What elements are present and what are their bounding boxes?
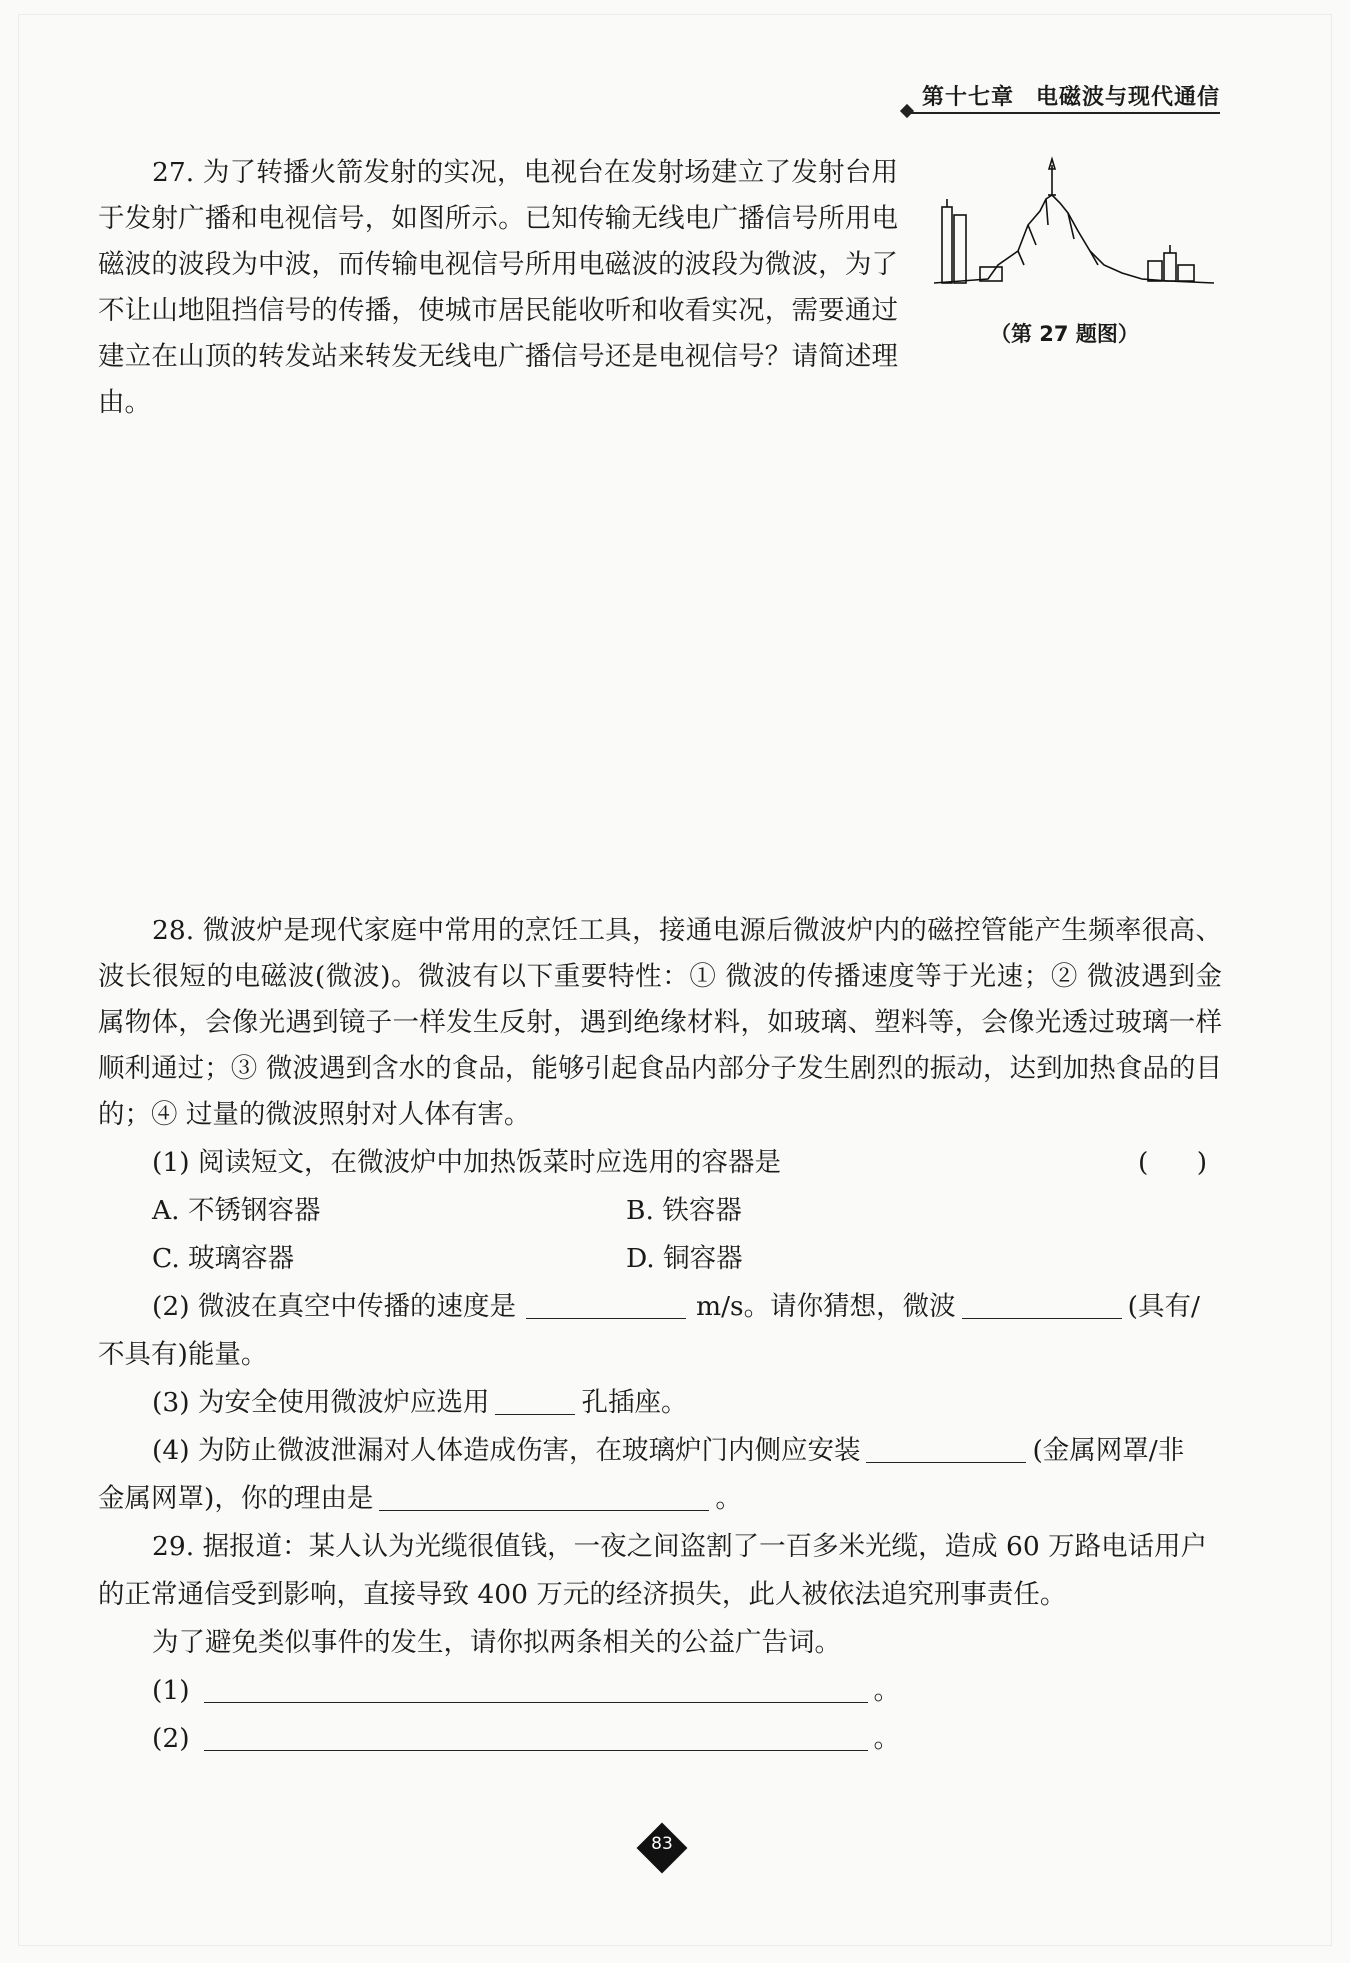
page-number-badge — [636, 1822, 688, 1874]
chapter-number: 第十七章 — [921, 84, 1014, 110]
q28-sub2-line — [152, 1284, 1200, 1330]
question-29-line2: 的正常通信受到影响，直接导致 400 万元的经济损失，此人被依法追究刑事责任。 — [98, 1579, 1067, 1610]
question-27-text: 27. 为了转播火箭发射的实况，电视台在发射场建立了发射台用于发射广播和电视信号，如图所示。已知传输无线电广播信号所用电磁波的波段为中波，而传输电视信号所用电磁波的波段为微波，为了不让山地阻挡信号的传播，使城市居民能收听和收看实况，需要通过建立在山顶的转发站来转发无线电广播信号还是电视信号？请简述理由。 — [98, 157, 898, 418]
question-27-figure — [928, 155, 1218, 285]
speed-blank[interactable] — [526, 1292, 686, 1319]
header-rule — [906, 112, 1220, 114]
q29-answer-2-label: (2) — [152, 1723, 190, 1754]
question-28-text: 28. 微波炉是现代家庭中常用的烹饪工具，接通电源后微波炉内的磁控管能产生频率很高、波长很短的电磁波(微波)。微波有以下重要特性：① 微波的传播速度等于光速；② 微波遇到金属物体，会像光遇到镜子一样发生反射，遇到绝缘材料，如玻璃、塑料等，会像光透过玻璃一样顺利通过；③ 微波遇到含水的食品，能够引起食品内部分子发生剧烈的振动，达到加热食品的目的；④ 过量的微波照射对人体有害。 — [98, 915, 1222, 1130]
header-diamond-icon — [900, 104, 914, 118]
question-29-line3: 为了避免类似事件的发生，请你拟两条相关的公益广告词。 — [152, 1627, 841, 1658]
question-29-line1: 29. 据报道：某人认为光缆很值钱，一夜之间盗割了一百多米光缆，造成 60 万路电话用户 — [152, 1531, 1208, 1562]
socket-blank[interactable] — [495, 1388, 575, 1415]
q28-sub4-reason-prefix: 金属网罩)，你的理由是 — [98, 1483, 374, 1514]
slogan-2-blank[interactable] — [204, 1724, 868, 1751]
q28-sub2-cont: 不具有)能量。 — [98, 1339, 268, 1370]
q29-answer-1-label: (1) — [152, 1675, 190, 1706]
option-d[interactable]: D. 铜容器 — [626, 1243, 743, 1274]
q29-answer-1-end: 。 — [873, 1675, 901, 1706]
q29-answer-1-line — [152, 1668, 900, 1714]
q28-sub2-prefix: (2) 微波在真空中传播的速度是 — [152, 1291, 516, 1322]
figure-caption: （第 27 题图） — [990, 322, 1139, 346]
option-a[interactable]: A. 不锈钢容器 — [152, 1195, 321, 1226]
q29-answer-2-line — [152, 1716, 900, 1762]
chapter-header — [922, 80, 1220, 111]
energy-blank[interactable] — [962, 1292, 1122, 1319]
q28-sub3-prefix: (3) 为安全使用微波炉应选用 — [152, 1387, 490, 1418]
q28-sub3-suffix: 孔插座。 — [581, 1387, 688, 1418]
q28-sub2-choice: (具有/ — [1127, 1291, 1200, 1322]
q28-sub2-mid: m/s。请你猜想，微波 — [695, 1291, 956, 1322]
q28-sub3-line — [152, 1380, 687, 1426]
q28-sub4-prefix: (4) 为防止微波泄漏对人体造成伤害，在玻璃炉门内侧应安装 — [152, 1435, 861, 1466]
q29-answer-2-end: 。 — [873, 1723, 901, 1754]
chapter-title: 电磁波与现代通信 — [1035, 84, 1220, 110]
q28-sub1: (1) 阅读短文，在微波炉中加热饭菜时应选用的容器是 — [152, 1147, 781, 1178]
option-c[interactable]: C. 玻璃容器 — [152, 1243, 295, 1274]
option-b[interactable]: B. 铁容器 — [626, 1195, 742, 1226]
q28-sub4-end: 。 — [715, 1483, 742, 1514]
page-number: 83 — [651, 1834, 673, 1854]
slogan-1-blank[interactable] — [204, 1676, 868, 1703]
q28-sub4-cont-line — [98, 1476, 742, 1522]
q28-answer-parentheses[interactable]: ( ) — [1138, 1147, 1208, 1178]
mesh-blank[interactable] — [866, 1436, 1026, 1463]
q28-sub4-choice: (金属网罩/非 — [1032, 1435, 1185, 1466]
q28-sub4-line — [152, 1428, 1184, 1474]
reason-blank[interactable] — [379, 1484, 709, 1511]
